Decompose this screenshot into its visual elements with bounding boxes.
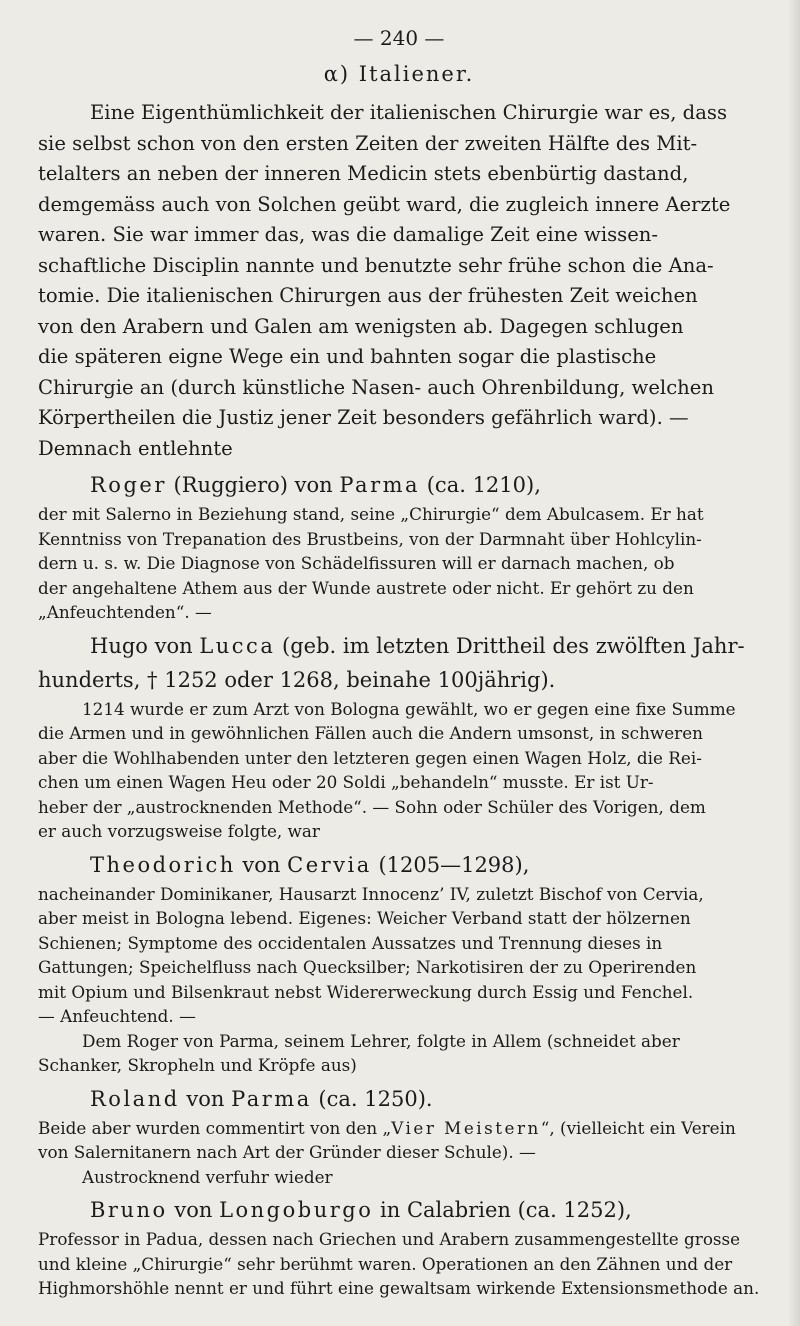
place-name: Parma [231, 1086, 312, 1111]
person-name: Hugo von [90, 633, 193, 658]
place-name: Parma [339, 473, 421, 497]
date: (1205—1298), [371, 852, 530, 877]
entry-text-hugo [38, 697, 760, 844]
text-fragment: “, (vielleicht ein Verein [540, 1117, 736, 1138]
intro-line: Körpertheilen die Justiz jener Zeit besonders gefährlich ward). — [38, 406, 689, 429]
name-connector: von [179, 1086, 232, 1111]
text-line: mit Opium und Bilsenkraut nebst Widererweckung durch Essig und Fenchel. [38, 981, 694, 1002]
intro-line: waren. Sie war immer das, was die damalige Zeit eine wissen- [38, 223, 659, 246]
spaced-term: Vier Meistern [391, 1117, 541, 1138]
place-name: Longoburgo [219, 1198, 374, 1222]
intro-line: Demnach entlehnte [38, 436, 233, 460]
name-addition: (Ruggiero) von [166, 473, 340, 497]
text-fragment: Beide aber wurden commentirt von den „ [38, 1117, 392, 1138]
text-line: Austrocknend verfuhr wieder [82, 1166, 333, 1187]
text-line: aber die Wohlhabenden unter den letzteren gegen einen Wagen Holz, die Rei- [38, 747, 702, 768]
text-line: nacheinander Dominikaner, Hausarzt Innocenz’ IV, zuletzt Bischof von Cervia, [38, 883, 704, 904]
name-connector: von [167, 1198, 220, 1222]
intro-line: Eine Eigenthümlichkeit der italienischen Chirurgie war es, dass [90, 101, 728, 124]
intro-line: demgemäss auch von Solchen geübt ward, die zugleich innere Aerzte [38, 192, 731, 216]
entry-heading-roger [38, 468, 760, 502]
place-name: Cervia [287, 852, 372, 877]
name-addition: in Calabrien (ca. 1252), [373, 1198, 632, 1222]
text-line: und kleine „Chirurgie“ sehr berühmt waren. Operationen an den Zähnen und der [38, 1253, 733, 1274]
intro-paragraph [38, 98, 760, 464]
text-line: — Anfeuchtend. — [38, 1006, 196, 1026]
text-line: er auch vorzugsweise folgte, war [38, 821, 320, 841]
text-line: aber meist in Bologna lebend. Eigenes: Weicher Verband statt der hölzernen [38, 908, 691, 928]
entry-text-bruno [38, 1227, 760, 1301]
page-number: — 240 — [353, 26, 445, 50]
entry-heading-theodorich [38, 848, 760, 882]
entry-text-theodorich [38, 882, 760, 1078]
place-name: Lucca [199, 633, 276, 658]
section-heading: α) Italiener. [323, 62, 475, 86]
entry-text-roland [38, 1116, 760, 1190]
text-line [38, 1116, 760, 1141]
text-line: Schanker, Skropheln und Kröpfe aus) [38, 1055, 357, 1075]
entry-heading-bruno [38, 1193, 760, 1227]
name-addition: (geb. im letzten Drittheil des zwölften Jahr- [275, 633, 745, 658]
entry-heading-hugo-cont: hunderts, † 1252 oder 1268, beinahe 100jährig). [38, 667, 556, 692]
intro-line: sie selbst schon von den ersten Zeiten der zweiten Hälfte des Mit- [38, 131, 698, 155]
text-line: chen um einen Wagen Heu oder 20 Soldi „behandeln“ musste. Er ist Ur- [38, 772, 654, 792]
text-line: von Salernitanern nach Art der Gründer dieser Schule). — [38, 1142, 536, 1162]
text-line: der angehaltene Athem aus der Wunde austrete oder nicht. Er gehört zu den [38, 577, 694, 598]
text-line: Dem Roger von Parma, seinem Lehrer, folgte in Allem (schneidet aber [82, 1030, 680, 1051]
entry-text-roger [38, 502, 760, 625]
person-name: Bruno [90, 1198, 168, 1222]
intro-line: telalters an neben der inneren Medicin stets ebenbürtig dastand, [38, 162, 689, 185]
intro-line: die späteren eigne Wege ein und bahnten sogar die plastische [38, 345, 657, 368]
text-line: der mit Salerno in Beziehung stand, seine „Chirurgie“ dem Abulcasem. Er hat [38, 504, 704, 524]
text-line: Highmorshöhle nennt er und führt eine gewaltsam wirkende Extensionsmethode an. [38, 1278, 760, 1298]
entry-heading-roland [38, 1082, 760, 1116]
intro-line: von den Arabern und Galen am wenigsten ab. Dagegen schlugen [38, 314, 684, 338]
text-line: Kenntniss von Trepanation des Brustbeins, von der Darmnaht über Hohlcylin- [38, 528, 702, 549]
intro-line: tomie. Die italienischen Chirurgen aus der frühesten Zeit weichen [38, 284, 698, 307]
date: (ca. 1210), [420, 473, 541, 497]
page-edge-shadow [788, 0, 800, 1326]
text-line: Gattungen; Speichelfluss nach Quecksilber; Narkotisiren der zu Operirenden [38, 957, 697, 977]
person-name: Theodorich [90, 852, 236, 877]
text-line: Schienen; Symptome des occidentalen Aussatzes und Trennung dieses in [38, 932, 663, 953]
text-line: heber der „austrocknenden Methode“. — Sohn oder Schüler des Vorigen, dem [38, 796, 706, 817]
date: (ca. 1250). [311, 1086, 433, 1111]
text-line: Professor in Padua, dessen nach Griechen und Arabern zusammengestellte grosse [38, 1229, 741, 1249]
text-line: dern u. s. w. Die Diagnose von Schädelfissuren will er darnach machen, ob [38, 553, 675, 573]
name-connector: von [235, 852, 288, 877]
intro-line: schaftliche Disciplin nannte und benutzte sehr frühe schon die Ana- [38, 253, 714, 277]
intro-line: Chirurgie an (durch künstliche Nasen- auch Ohrenbildung, welchen [38, 375, 715, 399]
text-line: 1214 wurde er zum Arzt von Bologna gewählt, wo er gegen eine fixe Summe [82, 698, 736, 719]
person-name: Roger [90, 473, 167, 497]
person-name: Roland [90, 1086, 180, 1111]
text-line: die Armen und in gewöhnlichen Fällen auch die Andern umsonst, in schweren [38, 723, 703, 743]
text-line: „Anfeuchtenden“. — [38, 602, 212, 622]
entry-heading-hugo [38, 629, 760, 663]
